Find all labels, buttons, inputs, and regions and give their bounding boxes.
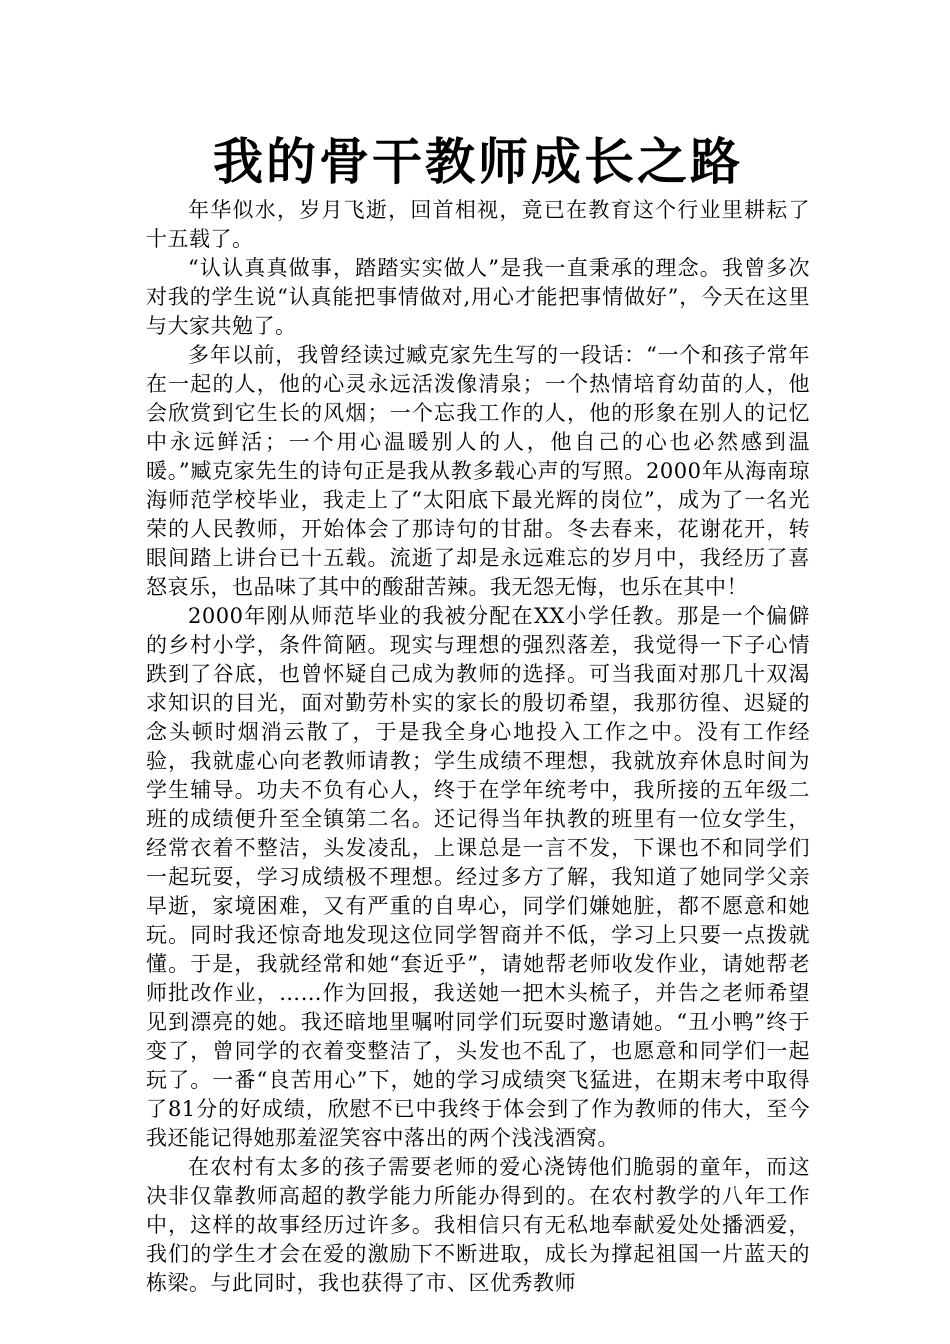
paragraph-1: 年华似水，岁月飞逝，回首相视，竟已在教育这个行业里耕耘了十五载了。 bbox=[146, 198, 810, 251]
paragraph-4: 2000年刚从师范毕业的我被分配在XX小学任教。那是一个偏僻的乡村小学，条件简陋。现实与理想的强烈落差，我觉得一下子心情跌到了谷底，也曾怀疑自己成为教师的选择。可当我面对那几十双渴求知识的目光，面对勤劳朴实的家长的殷切希望，我那彷徨、迟疑的念头顿时烟消云散了，于是我全身心地投入工作之中。没有工作经验，我就虚心向老教师请教；学生成绩不理想，我就放弃休息时间为学生辅导。功夫不负有心人，终于在学年统考中，我所接的五年级二班的成绩便升至全镇第二名。还记得当年执教的班里有一位女学生，经常衣着不整洁，头发凌乱，上课总是一言不发，下课也不和同学们一起玩耍，学习成绩极不理想。经过多方了解，我知道了她同学父亲早逝，家境困难，又有严重的自卑心，同学们嫌她脏，都不愿意和她玩。同时我还惊奇地发现这位同学智商并不低，学习上只要一点拨就懂。于是，我就经常和她“套近乎”，请她帮老师收发作业，请她帮老师批改作业，……作为回报，我送她一把木头梳子，并告之老师希望见到漂亮的她。我还暗地里嘱咐同学们玩耍时邀请她。“丑小鸭”终于变了，曾同学的衣着变整洁了，头发也不乱了，也愿意和同学们一起玩了。一番“良苦用心”下，她的学习成绩突飞猛进，在期末考中取得了81分的好成绩，欣慰不已中我终于体会到了作为教师的伟大，至今我还能记得她那羞涩笑容中落出的两个浅浅酒窝。 bbox=[146, 604, 810, 1150]
paragraph-3: 多年以前，我曾经读过臧克家先生写的一段话：“一个和孩子常年在一起的人，他的心灵永远活泼像清泉；一个热情培育幼苗的人，他会欣赏到它生长的风烟；一个忘我工作的人，他的形象在别人的记忆中永远鲜活；一个用心温暖别人的人，他自己的心也必然感到温暖。”臧克家先生的诗句正是我从教多载心声的写照。2000年从海南琼海师范学校毕业，我走上了“太阳底下最光辉的岗位”，成为了一名光荣的人民教师，开始体会了那诗句的甘甜。冬去春来，花谢花开，转眼间踏上讲台已十五载。流逝了却是永远难忘的岁月中，我经历了喜怒哀乐，也品味了其中的酸甜苦辣。我无怨无悔，也乐在其中！ bbox=[146, 343, 810, 599]
document-title: 我的骨干教师成长之路 bbox=[213, 132, 743, 191]
document-body bbox=[146, 196, 810, 1298]
paragraph-5: 在农村有太多的孩子需要老师的爱心浇铸他们脆弱的童年，而这决非仅靠教师高超的教学能力所能办得到的。在农村教学的八年工作中，这样的故事经历过许多。我相信只有无私地奉献爱处处播洒爱，我们的学生才会在爱的激励下不断进取，成长为撑起祖国一片蓝天的栋梁。与此同时，我也获得了市、区优秀教师 bbox=[146, 1155, 810, 1295]
document-page bbox=[146, 128, 810, 1298]
paragraph-2: “认认真真做事，踏踏实实做人”是我一直秉承的理念。我曾多次对我的学生说“认真能把事情做对,用心才能把事情做好”，今天在这里与大家共勉了。 bbox=[146, 256, 810, 338]
